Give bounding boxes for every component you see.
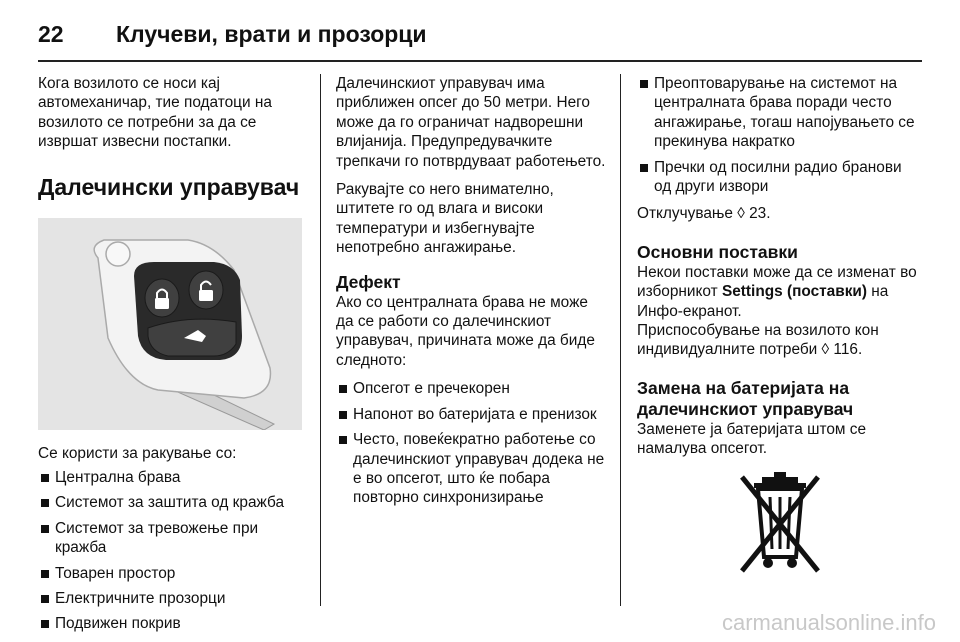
weee-symbol bbox=[637, 469, 923, 579]
battery-title: Замена на батеријата на далечинскиот управувач bbox=[637, 377, 854, 419]
battery-paragraph: Заменете ја батеријата штом се намалува опсегот. bbox=[637, 420, 867, 458]
list-item: Често, повеќекратно работење со далечинскиот управувач додека не е во опсегот, што ќе побара повторно синхронизирање bbox=[336, 430, 606, 508]
list-item: Електричните прозорци bbox=[38, 589, 304, 608]
column-1 bbox=[38, 74, 304, 642]
list-item: Преоптоварување на системот на централната брава поради често ангажирање, тогаш напојувањето се прекинува накратко bbox=[637, 74, 923, 152]
column-divider-1 bbox=[320, 74, 321, 606]
column-3 bbox=[637, 74, 923, 579]
causes-list-continued bbox=[637, 74, 923, 196]
causes-list bbox=[336, 379, 606, 507]
page-header bbox=[38, 14, 427, 54]
unlock-reference: Отклучување ◊ 23. bbox=[637, 205, 771, 223]
basic-text-part: на Инфо-екранот. bbox=[637, 283, 889, 320]
list-item: Опсегот е пречекорен bbox=[336, 379, 606, 398]
range-paragraph: Далечинскиот управувач има приближен опсег до 50 метри. Него може да го ограничат надворешни влијанија. Предупредувачките трепкачи го потврдуваат работењето. bbox=[336, 75, 606, 170]
list-item: Системот за тревожење при кражба bbox=[38, 519, 304, 558]
settings-menu-name: Settings (поставки) bbox=[721, 283, 867, 301]
section-title-remote: Далечински управувач bbox=[38, 173, 300, 200]
remote-key-icon bbox=[38, 218, 302, 430]
care-paragraph: Ракувајте со него внимателно, штитете го од влага и високи температури и избегнувајте непотребно ангажирање. bbox=[336, 181, 554, 257]
basic-text-part: Некои поставки може да се изменат во изборникот bbox=[637, 263, 917, 301]
list-item: Централна брава bbox=[38, 468, 304, 487]
list-item: Пречки од посилни радио бранови од други извори bbox=[637, 158, 923, 197]
list-item: Напонот во батеријата е пренизок bbox=[336, 405, 606, 424]
crossed-bin-icon bbox=[732, 469, 828, 579]
list-item: Подвижен покрив bbox=[38, 614, 304, 633]
remote-key-illustration bbox=[38, 218, 302, 430]
uses-list bbox=[38, 468, 304, 634]
basic-settings-title: Основни поставки bbox=[637, 241, 798, 262]
column-2 bbox=[336, 74, 606, 516]
header-rule bbox=[38, 60, 922, 62]
list-item: Системот за заштита од кражба bbox=[38, 493, 304, 512]
adapt-paragraph: Приспособување на возилото кон индивидуалните потреби ◊ 116. bbox=[637, 322, 879, 359]
column-divider-2 bbox=[620, 74, 621, 606]
uses-intro: Се користи за ракување со: bbox=[38, 444, 237, 462]
page-number: 22 bbox=[38, 20, 64, 47]
watermark: carmanualsonline.info bbox=[721, 610, 936, 635]
defect-paragraph: Ако со централната брава не може да се работи со далечинскиот управувач, причината може да биде следното: bbox=[336, 293, 595, 369]
list-item: Товарен простор bbox=[38, 564, 304, 583]
intro-paragraph: Кога возилото се носи кај автомеханичар, тие податоци на возилото се потребни за да се извршат извесни постапки. bbox=[38, 75, 272, 151]
defect-title: Дефект bbox=[336, 271, 401, 292]
page-title: Клучеви, врати и прозорци bbox=[116, 20, 427, 47]
basic-settings-paragraph bbox=[637, 263, 923, 321]
